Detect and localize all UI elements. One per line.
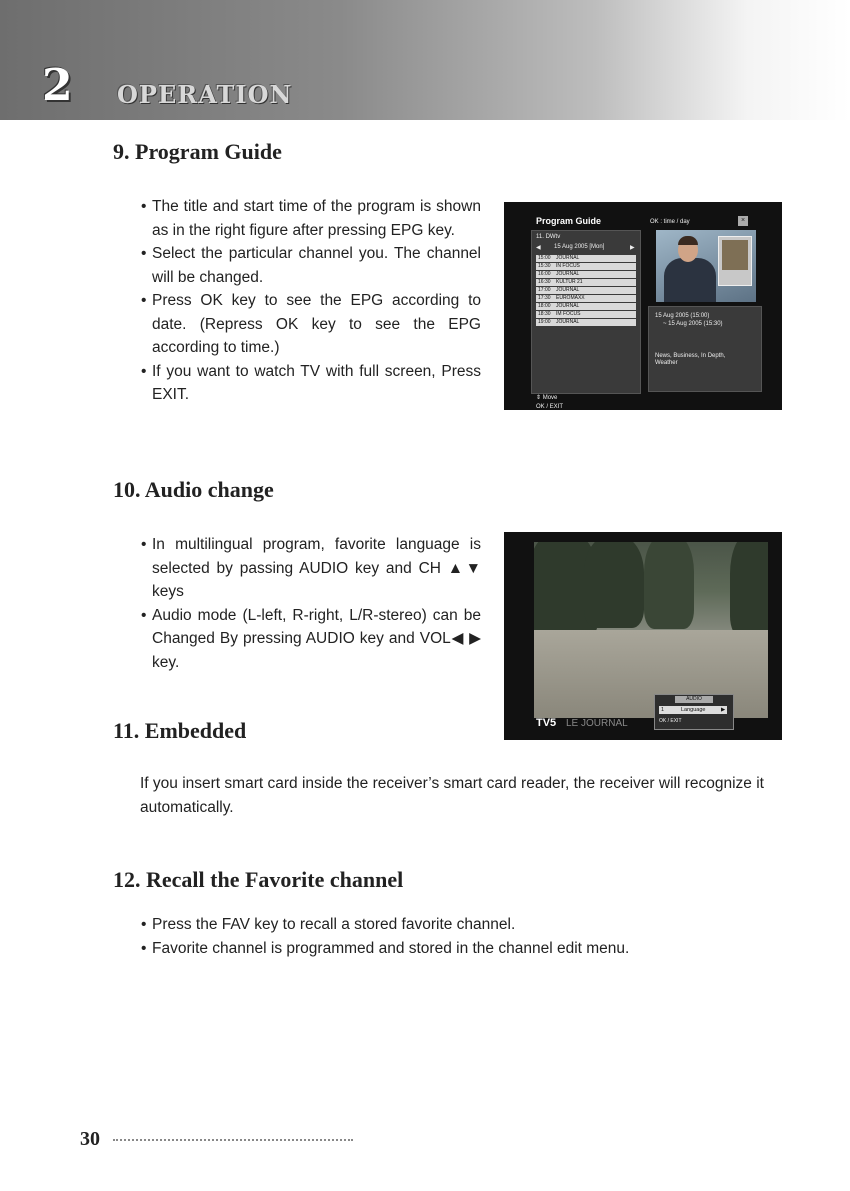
epg-hint: OK : time / day bbox=[650, 219, 690, 225]
chapter-title: OPERATION bbox=[117, 80, 293, 109]
audio-osd-option: 1 Language ▶ bbox=[661, 707, 726, 713]
table-row: 15:00 JOURNAL bbox=[536, 255, 636, 262]
epg-date: 15 Aug 2005 [Mon] bbox=[554, 244, 605, 250]
table-row: 17:30 EUROMAXX bbox=[536, 295, 636, 302]
epg-preview-video bbox=[656, 230, 756, 302]
section-title-recall-favorite: 12. Recall the Favorite channel bbox=[113, 867, 404, 892]
epg-move-hint: ⇕ Move bbox=[536, 395, 558, 401]
epg-exit-hint: OK / EXIT bbox=[536, 404, 564, 410]
footer-divider bbox=[113, 1139, 353, 1141]
list-item: • Favorite channel is programmed and stored in the channel edit menu. bbox=[141, 937, 781, 961]
right-arrow-icon: ▶ bbox=[721, 707, 726, 713]
list-item: • The title and start time of the program is shown as in the right figure after pressing EPG key. bbox=[141, 195, 481, 242]
epg-list-panel bbox=[531, 230, 641, 410]
section-title-embedded: 11. Embedded bbox=[113, 718, 247, 743]
list-item: • If you want to watch TV with full screen, Press EXIT. bbox=[141, 360, 481, 407]
epg-detail-end: ~ 15 Aug 2005 (15:30) bbox=[663, 321, 723, 327]
chapter-number: 2 bbox=[42, 60, 73, 111]
epg-detail-desc: News, Business, In Depth, Weather bbox=[655, 353, 726, 366]
table-row: 18:00 JOURNAL bbox=[536, 303, 636, 310]
audio-osd-title: AUDIO bbox=[675, 696, 713, 703]
epg-screenshot bbox=[504, 202, 782, 410]
table-row: 16:30 KULTUR 21 bbox=[536, 279, 636, 286]
epg-channel: 11. DWtv bbox=[536, 234, 561, 240]
program-guide-list bbox=[141, 195, 481, 407]
list-item: • Press the FAV key to recall a stored favorite channel. bbox=[141, 913, 781, 937]
epg-left-arrow-icon: ◀ bbox=[536, 245, 541, 251]
audio-change-list bbox=[141, 533, 481, 674]
list-item: • Press OK key to see the EPG according to date. (Repress OK key to see the EPG according to time.) bbox=[141, 289, 481, 360]
table-row: 17:00 JOURNAL bbox=[536, 287, 636, 294]
tv5-logo: TV5 bbox=[536, 717, 557, 729]
page-number: 30 bbox=[80, 1128, 100, 1150]
section-title-audio-change: 10. Audio change bbox=[113, 477, 274, 502]
audio-osd bbox=[654, 694, 734, 730]
epg-title: Program Guide bbox=[536, 216, 602, 226]
list-item: • Select the particular channel you. The channel will be changed. bbox=[141, 242, 481, 289]
audio-screenshot bbox=[504, 532, 782, 740]
epg-right-arrow-icon: ▶ bbox=[630, 245, 635, 251]
recall-favorite-list bbox=[141, 913, 781, 960]
table-row: 16:00 JOURNAL bbox=[536, 271, 636, 278]
epg-detail-panel bbox=[648, 306, 762, 392]
table-row: 15:30 IN FOCUS bbox=[536, 263, 636, 270]
audio-video-frame bbox=[534, 542, 768, 718]
epg-close-icon: × bbox=[738, 216, 748, 226]
section-title-program-guide: 9. Program Guide bbox=[113, 139, 282, 164]
chapter-header bbox=[0, 0, 850, 120]
embedded-paragraph: If you insert smart card inside the receiver’s smart card reader, the receiver will recognize it automatically. bbox=[140, 775, 764, 816]
le-journal-caption: LE JOURNAL bbox=[566, 718, 628, 729]
audio-osd-exit: OK / EXIT bbox=[659, 718, 682, 724]
updown-icon: ⇕ bbox=[536, 395, 542, 401]
table-row: 19:00 JOURNAL bbox=[536, 319, 636, 326]
list-item: • Audio mode (L-left, R-right, L/R-stereo) can be Changed By pressing AUDIO key and VOL◀ ▶ key. bbox=[141, 604, 481, 675]
epg-detail-start: 15 Aug 2005 (15:00) bbox=[655, 313, 710, 319]
list-item: • In multilingual program, favorite language is selected by passing AUDIO key and CH ▲▼ keys bbox=[141, 533, 481, 604]
table-row: 18:30 IM FOCUS bbox=[536, 311, 636, 318]
